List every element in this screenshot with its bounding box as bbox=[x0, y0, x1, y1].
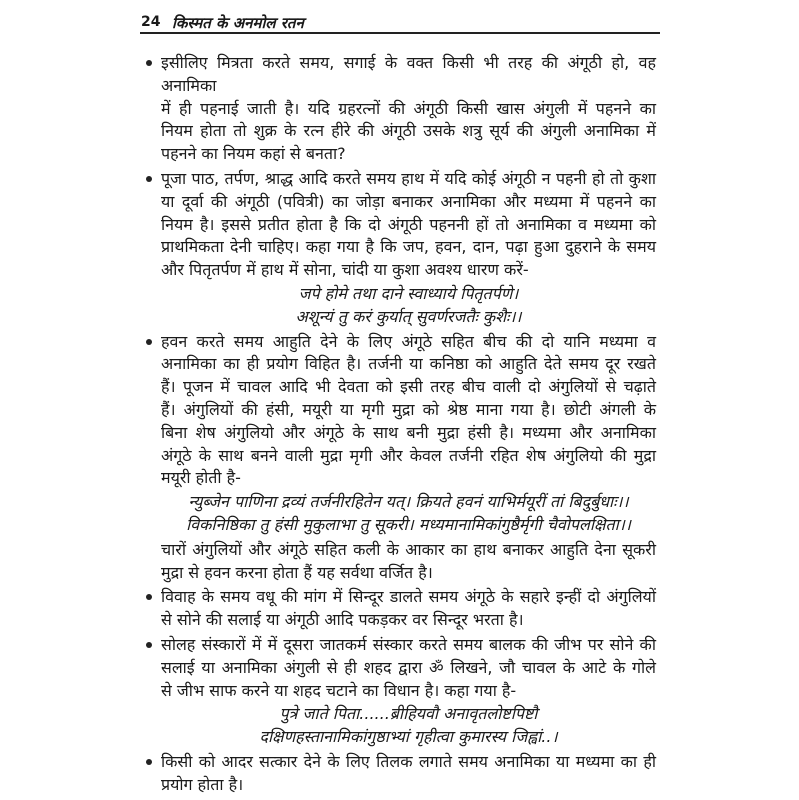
text-line: हवन करते समय आहुति देने के लिए अंगूठे सहित बीच की दो यानि मध्यमा व bbox=[161, 331, 656, 351]
paragraph bbox=[161, 539, 656, 585]
sanskrit-verse bbox=[161, 491, 656, 537]
text-line: से सोने की सलाई या अंगूठी आदि पकड़कर वर सिन्दूर भरता है। bbox=[161, 610, 524, 630]
text-line: से जीभ साफ करने या शहद चटाने का विधान है। कहा गया है- bbox=[161, 680, 517, 700]
bullet-item bbox=[161, 751, 656, 797]
text-line: विकनिष्ठिका तु हंसी मुकुलाभा तु सूकरी। मध्यमानामिकांगुष्ठैर्मृगी चैवोपलक्षिता।। bbox=[186, 514, 631, 534]
text-line: हैं। अंगुलियों की हंसी, मयूरी या मृगी मुद्रा को श्रेष्ठ माना गया है। छोटी अंगली के bbox=[161, 399, 656, 419]
text-line: पूजा पाठ, तर्पण, श्राद्ध आदि करते समय हाथ में यदि कोई अंगूठी न पहनी हो तो कुशा bbox=[161, 168, 656, 188]
text-line: इसीलिए मित्रता करते समय, सगाई के वक्त किसी भी तरह की अंगूठी हो, वह अनामिका bbox=[161, 53, 656, 95]
text-line: हैं। पूजन में चावल आदि भी देवता को इसी तरह बीच वाली दो अंगुलियों से चढ़ाते bbox=[161, 377, 656, 397]
bullet-icon bbox=[146, 176, 152, 182]
text-line: अशून्यं तु करं कुर्यात् सुवर्णरजतैः कुशैः।। bbox=[295, 306, 522, 326]
bullet-item bbox=[161, 168, 656, 282]
text-line: नियम है। इससे प्रतीत होता है कि दो अंगूठी पहननी हों तो अनामिका व मध्यमा को bbox=[161, 214, 656, 234]
text-line: जपे होमे तथा दाने स्वाध्याये पितृतर्पणे। bbox=[298, 283, 519, 303]
bullet-icon bbox=[146, 759, 152, 765]
page-number: 24 bbox=[141, 14, 161, 30]
text-line: सलाई या अनामिका अंगुली से ही शहद द्वारा ॐ लिखने, जौ चावल के आटे के गोले bbox=[161, 657, 656, 677]
text-line: और पितृतर्पण में हाथ में सोना, चांदी या कुशा अवश्य धारण करें- bbox=[161, 260, 529, 280]
text-line: न्युब्जेन पाणिना द्रव्यं तर्जनीरहितेन यत्। क्रियते हवनं याभिर्मयूरीं तां बिदुर्बुधाः।। bbox=[188, 492, 629, 512]
text-line: मुद्रा से हवन करना होता हैं यह सर्वथा वर्जित है। bbox=[161, 562, 433, 582]
page-body bbox=[161, 50, 656, 797]
text-line: में ही पहनाई जाती है। यदि ग्रहरत्नों की अंगूठी किसी खास अंगुली में पहनने का bbox=[161, 98, 656, 118]
bullet-icon bbox=[146, 339, 152, 345]
bullet-icon bbox=[146, 642, 152, 648]
text-line: विवाह के समय वधू की मांग में सिन्दूर डालते समय अंगूठे के सहारे इन्हीं दो अंगुलियों bbox=[161, 587, 656, 607]
bullet-item bbox=[161, 331, 656, 491]
text-line: चारों अंगुलियों और अंगूठे सहित कली के आकार का हाथ बनाकर आहुति देना सूकरी bbox=[161, 539, 656, 559]
bullet-item bbox=[161, 634, 656, 702]
sanskrit-verse bbox=[161, 703, 656, 749]
sanskrit-verse bbox=[161, 283, 656, 329]
bullet-item bbox=[161, 586, 656, 632]
text-line: पहनने का नियम कहां से बनता? bbox=[161, 144, 346, 164]
text-line: मयूरी होती है- bbox=[161, 468, 241, 488]
text-line: बिना शेष अंगुलियो और अंगूठे के साथ बनी मुद्रा हंसी है। मध्यमा और अनामिका bbox=[161, 422, 656, 442]
text-line: दक्षिणहस्तानामिकांगुष्ठाभ्यां गृहीत्वा कुमारस्य जिह्वां..। bbox=[259, 727, 558, 747]
text-line: किसी को आदर सत्कार देने के लिए तिलक लगाते समय अनामिका या मध्यमा का ही bbox=[161, 751, 656, 771]
bullet-icon bbox=[146, 60, 152, 66]
bullet-icon bbox=[146, 594, 152, 600]
text-line: प्राथमिकता देनी चाहिए। कहा गया है कि जप, हवन, दान, पढ़ा हुआ दुहराने के समय bbox=[161, 237, 656, 257]
header-rule bbox=[140, 32, 660, 34]
text-line: या दूर्वा की अंगूठी (पवित्री) का जोड़ा बनाकर अनामिका और मध्यमा में पहनने का bbox=[161, 191, 656, 211]
text-line: प्रयोग होता है। bbox=[161, 774, 244, 794]
text-line: नियम होता तो शुक्र के रत्न हीरे की अंगूठी उसके शत्रु सूर्य की अंगुली अनामिका में bbox=[161, 121, 656, 141]
running-title: किस्मत के अनमोल रतन bbox=[172, 14, 304, 32]
text-line: अंगूठे के साथ बनने वाली मुद्रा मृगी और केवल तर्जनी रहित शेष अंगुलियो की मुद्रा bbox=[161, 445, 656, 465]
text-line: अनामिका का ही प्रयोग विहित है। तर्जनी या कनिष्ठा को आहुति देते समय दूर रखते bbox=[161, 354, 656, 374]
bullet-item bbox=[161, 52, 656, 166]
text-line: पुत्रे जाते पिता......ब्रीहियवौ अनावृतलोष्टपिष्टौ bbox=[279, 704, 538, 724]
text-line: सोलह संस्कारों में में दूसरा जातकर्म संस्कार करते समय बालक की जीभ पर सोने की bbox=[161, 634, 656, 654]
